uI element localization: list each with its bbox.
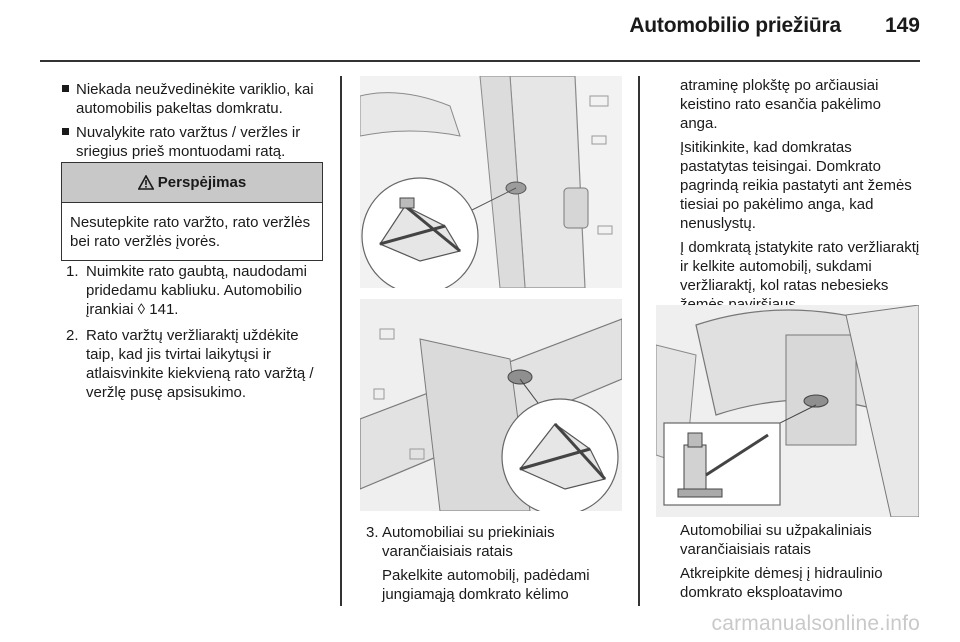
warning-triangle-icon bbox=[138, 175, 154, 190]
page-header bbox=[629, 14, 920, 38]
header-rule bbox=[40, 60, 920, 62]
step-heading: Automobiliai su priekiniais varančiaisiais ratais bbox=[382, 524, 555, 560]
warning-header bbox=[62, 163, 322, 203]
paragraph: Įsitikinkite, kad domkratas pastatytas teisingai. Domkrato pagrindą reikia pastatyti ant žemės tiesiai po pakėlimo anga, kad nenuslystų. bbox=[680, 139, 912, 232]
paragraph: atraminę plokštę po arčiausiai keistino rato esančia pakėlimo anga. bbox=[680, 77, 881, 132]
warning-title: Perspėjimas bbox=[157, 174, 247, 191]
safety-bullet-list bbox=[62, 80, 332, 166]
rwd-block bbox=[680, 521, 920, 607]
step-text: Pakelkite automobilį, padėdami jungiamąją domkrato kėlimo bbox=[382, 567, 590, 603]
step-text: Rato varžtų veržliaraktį uždėkite taip, kad jis tvirtai laikytųsi ir atlaisvinkite kiekvieną rato varžtą / veržlę pusę apsisukimo. bbox=[86, 327, 314, 401]
watermark-text: carmanualsonline.info bbox=[711, 612, 920, 635]
column-divider-left bbox=[340, 76, 342, 606]
continued-instructions bbox=[680, 76, 920, 319]
jack-point-illustration-side bbox=[360, 76, 622, 288]
steps-list bbox=[66, 262, 328, 409]
step-item bbox=[66, 262, 328, 319]
section-title: Automobilio priežiūra bbox=[629, 14, 841, 37]
step-item bbox=[360, 523, 622, 561]
warning-box bbox=[61, 162, 323, 261]
paragraph: Atkreipkite dėmesį į hidraulinio domkrato eksploatavimo bbox=[680, 565, 883, 601]
step-item bbox=[66, 326, 328, 402]
step-text: Nuimkite rato gaubtą, naudodami pridedamu kabliuku. Automobilio įrankiai ◊ 141. bbox=[86, 263, 307, 318]
paragraph: Į domkratą įstatykite rato veržliaraktį ir kelkite automobilį, sukdami veržliaraktį, kol ratas nebesieks bbox=[680, 239, 920, 294]
bullet-item: Nuvalykite rato varžtus / veržles ir sriegius prieš montuodami ratą. bbox=[62, 123, 332, 161]
step-number: 2. bbox=[66, 327, 79, 344]
rwd-heading: Automobiliai su užpakaliniais varančiaisiais ratais bbox=[680, 522, 872, 558]
hydraulic-jack-illustration bbox=[656, 305, 919, 517]
step-number: 3. bbox=[366, 524, 379, 541]
warning-body: Nesutepkite rato varžto, rato veržlės bei rato veržlės įvorės. bbox=[70, 214, 311, 250]
page-number: 149 bbox=[884, 14, 920, 37]
jack-point-illustration-under bbox=[360, 299, 622, 511]
step-3-block bbox=[360, 523, 622, 604]
column-divider-right bbox=[638, 76, 640, 606]
bullet-item: Niekada neužvedinėkite variklio, kai automobilis pakeltas domkratu. bbox=[62, 80, 332, 118]
step-number: 1. bbox=[66, 263, 79, 280]
